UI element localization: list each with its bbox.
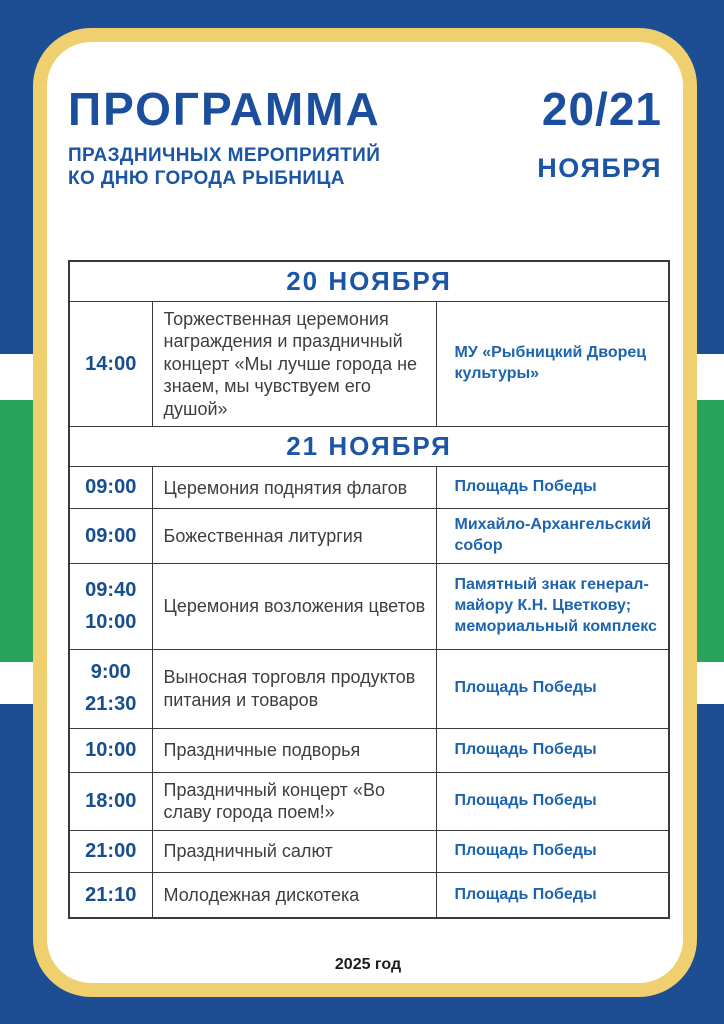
page-subtitle [68,145,381,191]
schedule-row [69,509,669,564]
time-value: 21:30 [85,693,137,716]
left-stripe-blue-top [0,0,33,354]
location-cell: Площадь Победы [436,649,669,728]
left-stripe-blue-bottom [0,704,33,1024]
location-cell: Площадь Победы [436,467,669,509]
schedule-row [69,772,669,830]
time-cell [69,872,152,918]
event-cell: Праздничный салют [152,830,436,872]
time-cell [69,649,152,728]
event-cell: Праздничные подворья [152,728,436,772]
schedule-table [68,260,670,919]
location-cell: МУ «Рыбницкий Дворец культуры» [436,301,669,427]
location-cell: Площадь Победы [436,872,669,918]
location-cell: Памятный знак генерал-майору К.Н. Цветкову; мемориальный комплекс [436,563,669,649]
date-month: НОЯБРЯ [537,153,662,184]
section-header-row [69,427,669,467]
right-stripe-blue-top [697,0,724,354]
section-header-nov20: 20 НОЯБРЯ [69,261,669,301]
event-cell: Божественная литургия [152,509,436,564]
schedule-row [69,728,669,772]
event-cell: Праздничный концерт «Во славу города поем!» [152,772,436,830]
footer-year: 2025 год [334,956,402,974]
time-value: 10:00 [85,738,137,761]
event-cell: Церемония поднятия флагов [152,467,436,509]
right-stripe-blue-bottom [697,704,724,1024]
left-stripe-white-bottom [0,662,33,704]
event-cell: Выносная торговля продуктов питания и товаров [152,649,436,728]
event-cell: Торжественная церемония награждения и праздничный концерт «Мы лучше города не знаем, мы чувствуем его душой» [152,301,436,427]
time-cell [69,830,152,872]
schedule-row [69,467,669,509]
right-stripe-white-top [697,354,724,400]
date-badge [537,85,668,184]
time-value: 10:00 [85,610,137,633]
time-cell [69,563,152,649]
poster-header [68,85,668,191]
section-header-nov21: 21 НОЯБРЯ [69,427,669,467]
time-value: 21:00 [85,839,137,862]
schedule-row [69,872,669,918]
date-days: 20/21 [541,83,662,135]
schedule-row [69,649,669,728]
event-cell: Церемония возложения цветов [152,563,436,649]
right-stripe-white-bottom [697,662,724,704]
time-cell [69,509,152,564]
time-cell [69,301,152,427]
location-cell: Площадь Победы [436,728,669,772]
location-cell: Площадь Победы [436,830,669,872]
location-cell: Площадь Победы [436,772,669,830]
program-card [33,28,697,997]
page-title: ПРОГРАММА [68,83,381,135]
time-value: 09:00 [85,476,137,499]
schedule-row [69,830,669,872]
left-flag-stripe [0,0,33,1024]
header-left [68,85,381,191]
time-value: 14:00 [85,352,137,375]
schedule-row [69,301,669,427]
time-value: 21:10 [85,883,137,906]
left-stripe-green [0,400,33,662]
time-value: 09:00 [85,524,137,547]
subtitle-line-2: КО ДНЮ ГОРОДА РЫБНИЦА [68,168,345,190]
schedule-row [69,563,669,649]
event-cell: Молодежная дискотека [152,872,436,918]
time-value: 09:40 [85,578,137,601]
right-stripe-green [697,400,724,662]
time-value: 18:00 [85,789,137,812]
time-cell [69,728,152,772]
time-value: 9:00 [90,661,131,684]
card-content [47,42,683,974]
subtitle-line-1: ПРАЗДНИЧНЫХ МЕРОПРИЯТИЙ [68,145,381,167]
location-cell: Михайло-Архангельский собор [436,509,669,564]
section-header-row [69,261,669,301]
left-stripe-white-top [0,354,33,400]
time-cell [69,467,152,509]
right-flag-stripe [697,0,724,1024]
time-cell [69,772,152,830]
